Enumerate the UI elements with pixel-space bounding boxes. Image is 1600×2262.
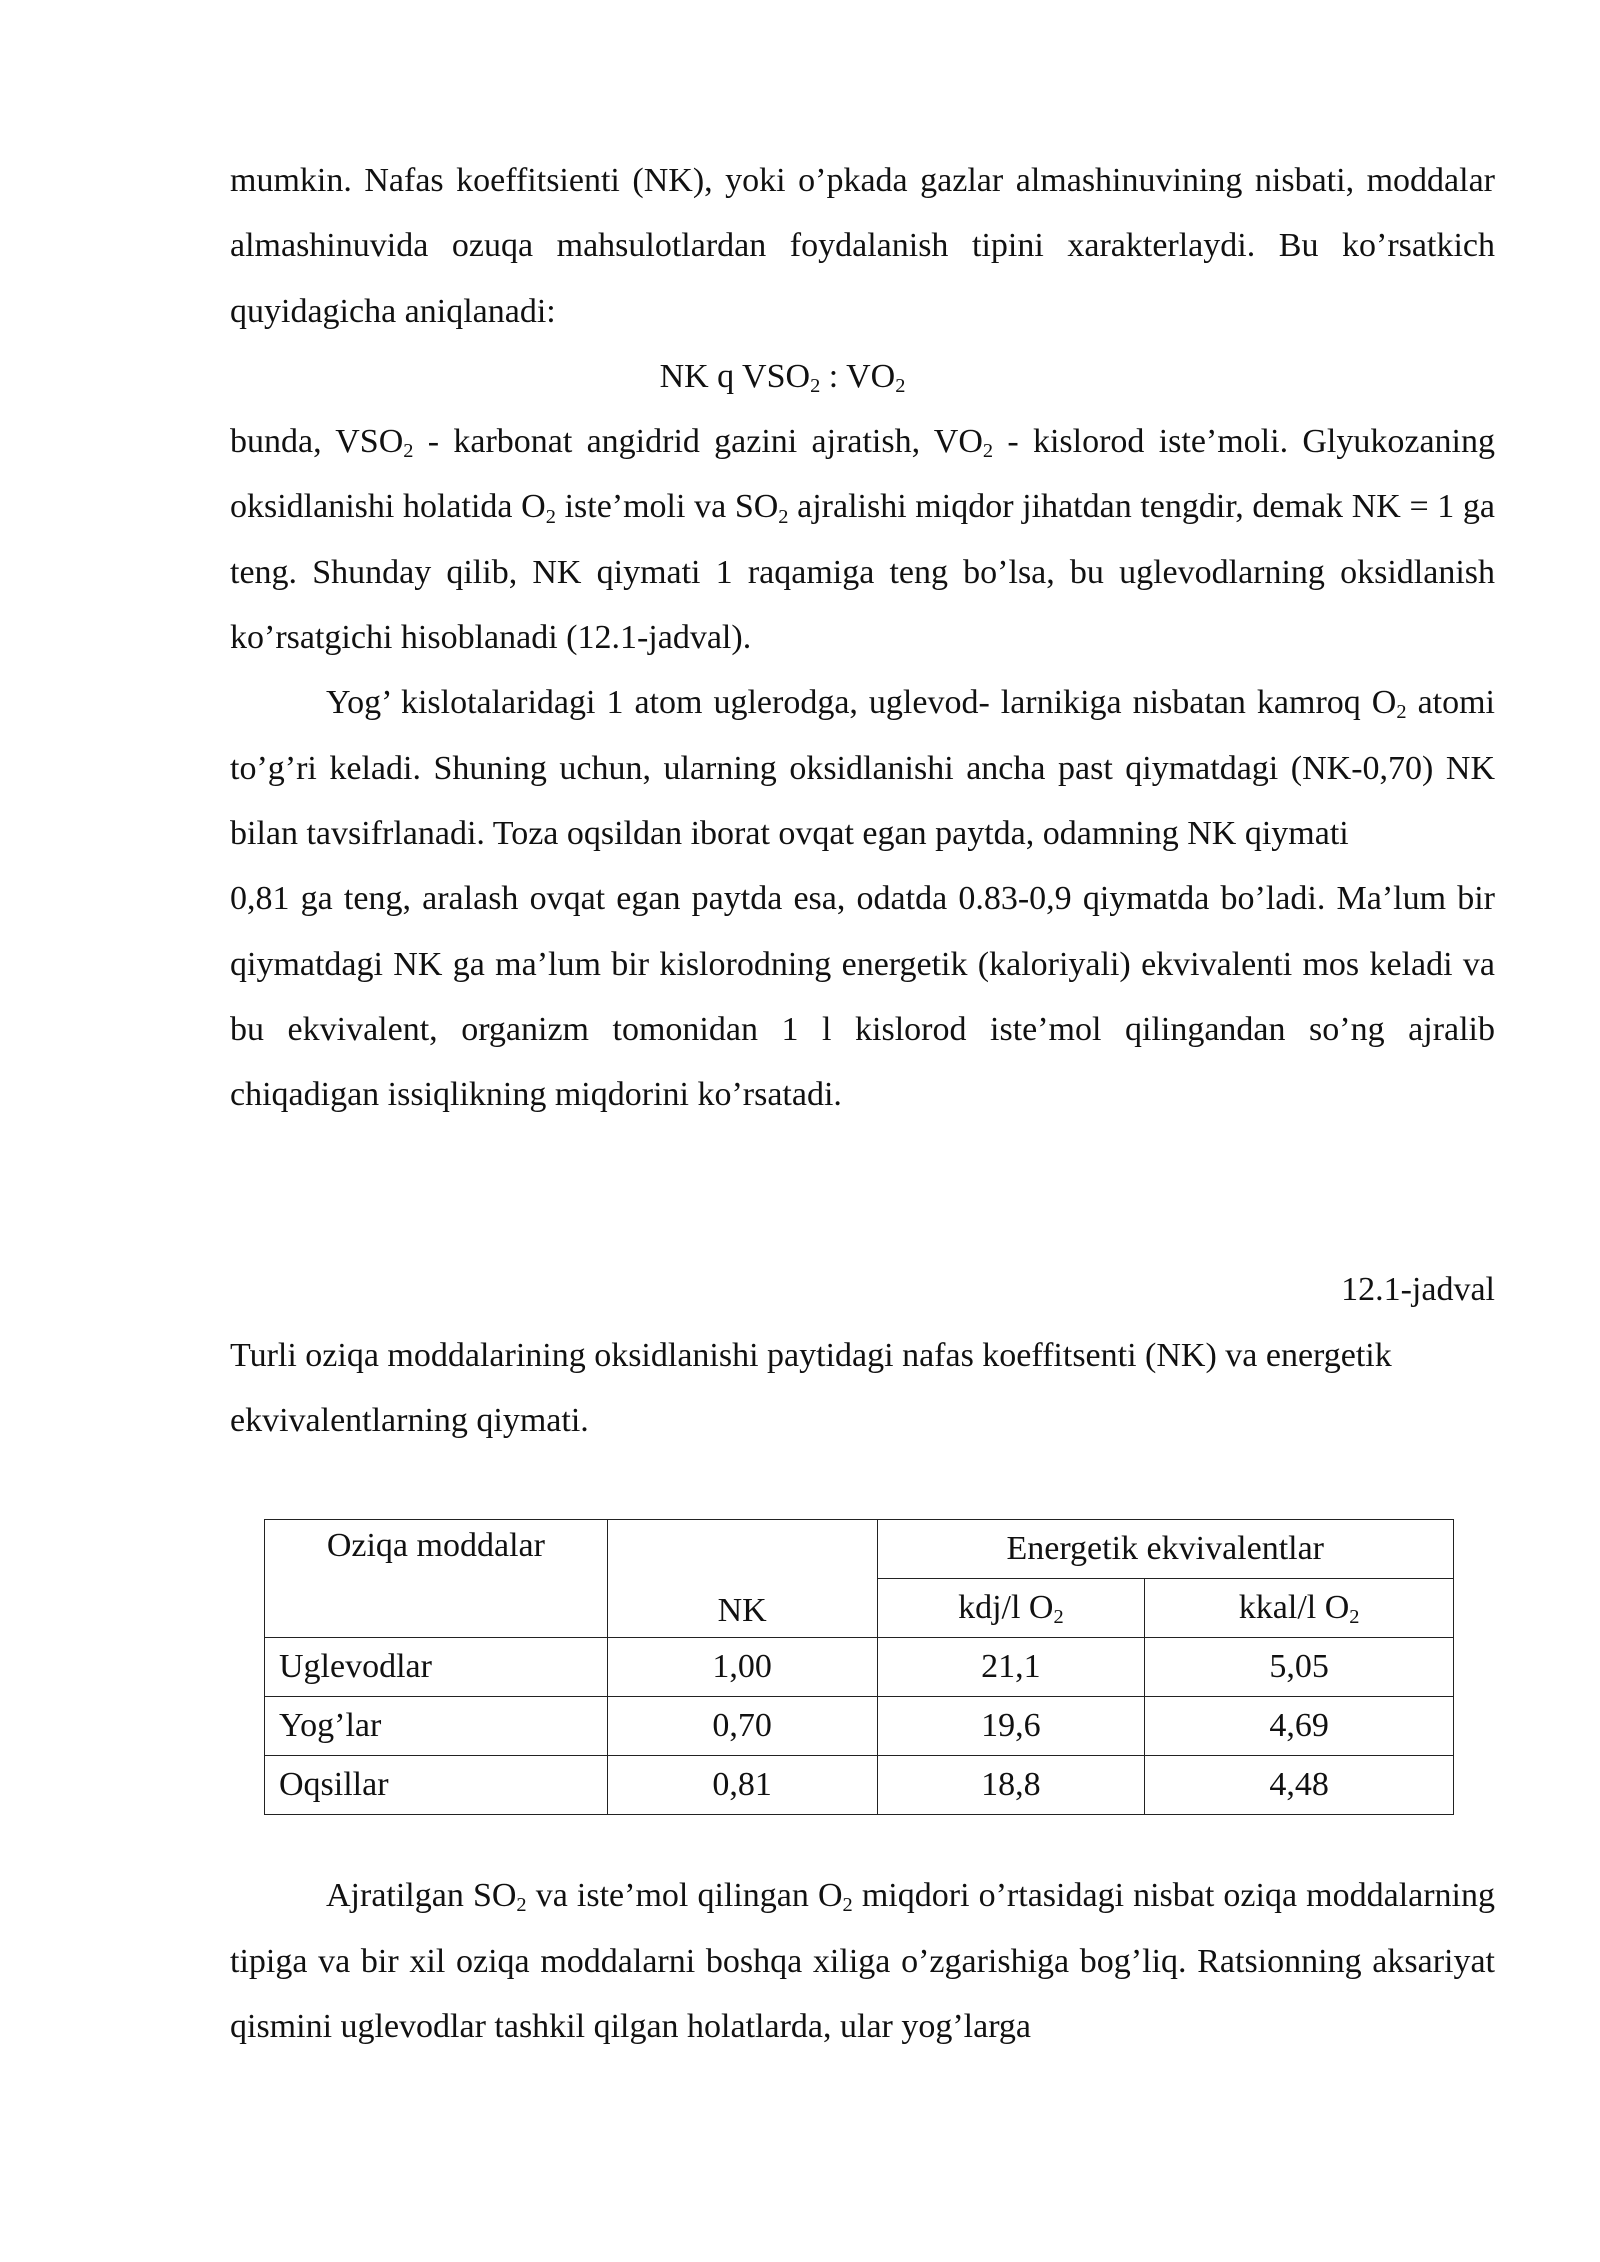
table-row	[265, 1697, 1454, 1756]
p3-sub-1: 2	[1396, 701, 1407, 724]
p2-text-4: iste’moli va SO	[555, 488, 779, 526]
paragraph-2	[230, 409, 1495, 670]
cell-kkal: 4,48	[1145, 1756, 1454, 1815]
header-kdj-text: kdj/l O	[958, 1589, 1054, 1627]
p3-text-1: Yog’ kislotalaridagi 1 atom uglerodga, uglevod- larnikiga nisbatan kamroq O	[326, 684, 1397, 722]
table-container	[264, 1519, 1454, 1815]
p5-text-3: miqdori o’rtasidagi nisbat oziqa moddalarning tipiga va bir xil oziqa moddalarni boshqa xiliga o’zgarishiga bog’liq. Ratsionning aksariyat qismini uglevodlar tashkil qilgan holatlarda, ular yog’larga	[230, 1877, 1496, 2045]
paragraph-1: mumkin. Nafas koeffitsienti (NK), yoki o’pkada gazlar almashinuvining nisbati, moddalar almashinuvida ozuqa mahsulotlardan foydalanish tipini xarakterlaydi. Bu ko’rsatkich quyidagicha aniqlanadi:	[230, 162, 1495, 330]
table-row	[265, 1638, 1454, 1697]
formula-nk	[230, 344, 1495, 409]
paragraph-5	[230, 1863, 1495, 2059]
p2-text-1: bunda, VSO	[230, 423, 404, 461]
data-table	[264, 1519, 1454, 1815]
formula-text-a: NK q VSO	[659, 357, 811, 395]
p5-sub-1: 2	[516, 1894, 527, 1917]
cell-nk: 1,00	[607, 1638, 877, 1697]
table-row	[265, 1756, 1454, 1815]
cell-kkal: 4,69	[1145, 1697, 1454, 1756]
table-caption: Turli oziqa moddalarining oksidlanishi paytidagi nafas koeffitsenti (NK) va energetik ekvivalentlarning qiymati.	[230, 1336, 1392, 1440]
formula-text-b: : VO	[820, 357, 896, 395]
paragraph-3	[230, 670, 1495, 866]
formula-subscript-2: 2	[895, 374, 906, 397]
paragraph-4: 0,81 ga teng, aralash ovqat egan paytda esa, odatda 0.83-0,9 qiymatda bo’ladi. Ma’lum bir qiymatdagi NK ga ma’lum bir kislorodning energetik (kaloriyali) ekvivalenti mos keladi va bu ekvivalent, organizm tomonidan 1 l kislorod iste’mol qilingandan so’ng ajralib chiqadigan issiqlikning miqdorini ko’rsatadi.	[230, 880, 1495, 1114]
cell-nk: 0,81	[607, 1756, 877, 1815]
table-label: 12.1-jadval	[1341, 1271, 1495, 1309]
cell-name: Oqsillar	[265, 1756, 608, 1815]
p2-sub-3: 2	[545, 505, 556, 528]
header-kdj	[877, 1579, 1145, 1638]
header-kkal-text: kkal/l O	[1238, 1589, 1350, 1627]
p2-sub-2: 2	[982, 440, 994, 463]
p2-sub-4: 2	[778, 505, 789, 528]
document-page	[230, 148, 1495, 2059]
formula-subscript-1: 2	[810, 374, 821, 397]
p2-text-2: - karbonat angidrid gazini ajratish, VO	[413, 423, 983, 461]
cell-kdj: 19,6	[877, 1697, 1145, 1756]
cell-kkal: 5,05	[1145, 1638, 1454, 1697]
cell-name: Yog’lar	[265, 1697, 608, 1756]
header-oziqa-moddalar: Oziqa moddalar	[265, 1520, 608, 1638]
cell-nk: 0,70	[607, 1697, 877, 1756]
header-nk: NK	[607, 1520, 877, 1638]
p5-text-1: Ajratilgan SO	[326, 1877, 517, 1915]
p5-sub-2: 2	[842, 1894, 853, 1917]
cell-name: Uglevodlar	[265, 1638, 608, 1697]
spacer	[230, 1127, 1495, 1257]
p2-text-3: - kislorod iste’moli. Glyukozaning oksidlanishi holatida O	[230, 423, 1495, 526]
header-kkal	[1145, 1579, 1454, 1638]
cell-kdj: 21,1	[877, 1638, 1145, 1697]
p5-text-2: va iste’mol qilingan O	[526, 1877, 843, 1915]
header-kkal-sub: 2	[1349, 1606, 1360, 1629]
header-kdj-sub: 2	[1053, 1606, 1064, 1629]
table-header-row-1	[265, 1520, 1454, 1579]
cell-kdj: 18,8	[877, 1756, 1145, 1815]
p2-text-5: ajralishi miqdor jihatdan tengdir, demak NK = 1 ga teng. Shunday qilib, NK qiymati 1 raqamiga teng bo’lsa, bu uglevodlarning oksidlanish ko’rsatgichi hisoblanadi (12.1-jadval).	[230, 488, 1496, 657]
p2-sub-1: 2	[403, 440, 414, 463]
header-energetik-ekvivalentlar: Energetik ekvivalentlar	[877, 1520, 1454, 1579]
p3-text-2: atomi to’g’ri keladi. Shuning uchun, ularning oksidlanishi ancha past qiymatdagi (NK-0,70) NK bilan tavsifrlanadi. Toza oqsildan iborat ovqat egan paytda, odamning NK qiymati	[230, 684, 1495, 852]
